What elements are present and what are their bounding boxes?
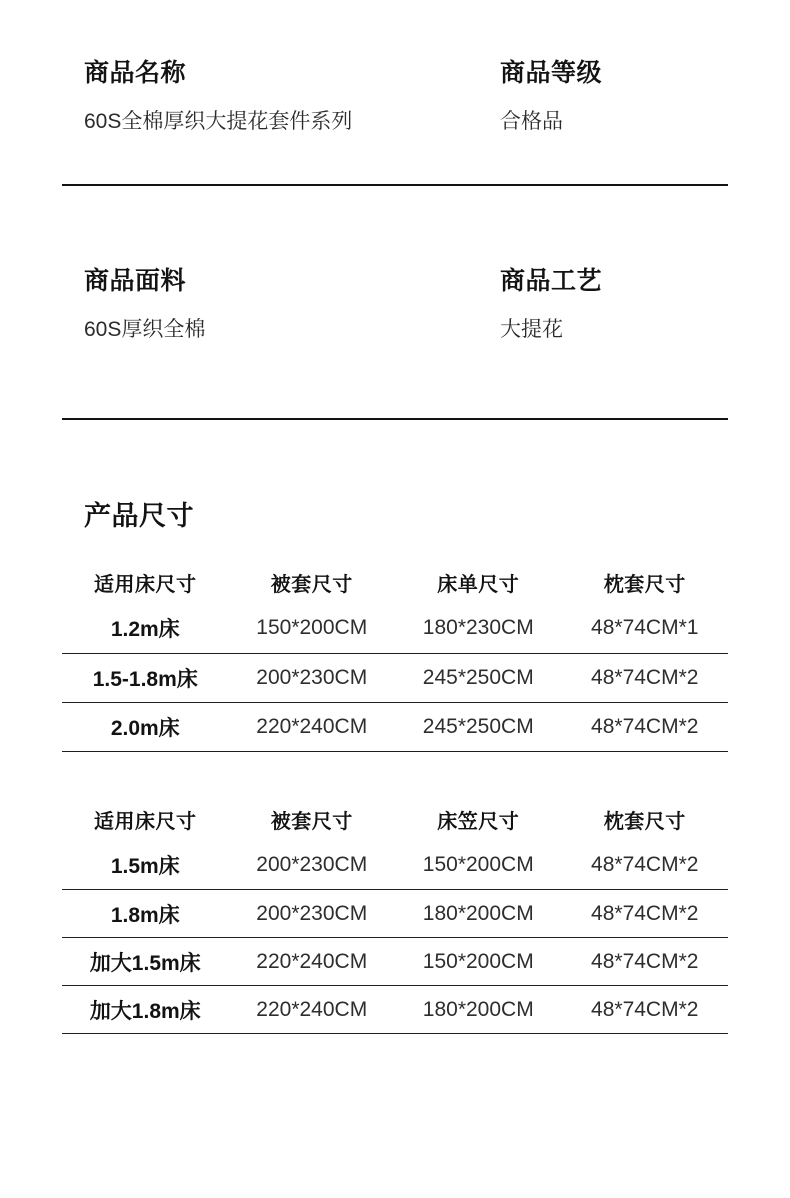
column-header: 床单尺寸 — [437, 573, 520, 596]
field-value: 60S全棉厚织大提花套件系列 — [84, 110, 353, 134]
bed-size-cell: 1.5-1.8m床 — [92, 667, 198, 691]
info-section-fabric-craft — [62, 186, 728, 421]
table-row — [62, 986, 728, 1034]
column-header: 被套尺寸 — [270, 811, 353, 834]
dimension-cell: 245*250CM — [422, 714, 534, 738]
dimension-cell: 180*230CM — [422, 616, 534, 640]
column-header: 枕套尺寸 — [603, 811, 686, 834]
field-label: 商品等级 — [500, 59, 603, 87]
table-row — [62, 702, 728, 751]
dimension-cell: 220*240CM — [256, 997, 368, 1021]
column-header: 适用床尺寸 — [94, 811, 197, 834]
dimension-cell: 200*230CM — [256, 665, 368, 689]
table-row — [62, 653, 728, 702]
dimension-cell: 220*240CM — [256, 949, 368, 973]
table-row — [62, 842, 728, 890]
table-row — [62, 890, 728, 938]
column-header: 枕套尺寸 — [603, 573, 686, 596]
field-value: 大提花 — [500, 317, 563, 341]
field-product-grade — [478, 58, 728, 136]
dimension-cell: 48*74CM*2 — [591, 949, 699, 973]
dimension-cell: 220*240CM — [256, 714, 368, 738]
column-header: 适用床尺寸 — [94, 573, 197, 596]
field-label: 商品面料 — [84, 266, 187, 295]
field-value: 60S厚织全棉 — [84, 317, 206, 341]
dimension-cell: 180*200CM — [422, 997, 534, 1021]
bed-size-cell: 加大1.8m床 — [89, 999, 201, 1023]
dimension-cell: 48*74CM*2 — [591, 997, 699, 1021]
field-product-name — [62, 58, 478, 136]
dimension-cell: 48*74CM*2 — [591, 853, 699, 877]
dimension-cell: 150*200CM — [256, 616, 368, 640]
size-table-fitted-sheet — [62, 798, 728, 1035]
table-row — [62, 938, 728, 986]
dimension-cell: 48*74CM*1 — [591, 616, 699, 640]
column-header: 被套尺寸 — [270, 573, 353, 596]
dimension-cell: 48*74CM*2 — [591, 665, 699, 689]
dimension-cell: 180*200CM — [422, 901, 534, 925]
field-label: 商品名称 — [84, 59, 187, 87]
table-row — [62, 604, 728, 653]
dimension-cell: 48*74CM*2 — [591, 901, 699, 925]
field-label: 商品工艺 — [500, 266, 603, 295]
bed-size-cell: 1.8m床 — [110, 903, 180, 927]
bed-size-cell: 加大1.5m床 — [89, 951, 201, 975]
table-header-row — [62, 560, 728, 604]
table-header-row — [62, 798, 728, 842]
dimension-cell: 245*250CM — [422, 665, 534, 689]
dimension-cell: 200*230CM — [256, 853, 368, 877]
field-product-craft — [478, 266, 728, 344]
dimension-cell: 48*74CM*2 — [591, 714, 699, 738]
dimension-cell: 150*200CM — [422, 853, 534, 877]
bed-size-cell: 1.2m床 — [110, 618, 180, 642]
field-product-fabric — [62, 266, 478, 344]
bed-size-cell: 2.0m床 — [110, 716, 180, 740]
field-value: 合格品 — [500, 110, 563, 134]
dimension-cell: 150*200CM — [422, 949, 534, 973]
column-header: 床笠尺寸 — [437, 811, 520, 834]
bed-size-cell: 1.5m床 — [110, 855, 180, 879]
size-table-bed-sheet — [62, 560, 728, 752]
dimension-cell: 200*230CM — [256, 901, 368, 925]
size-section-title: 产品尺寸 — [84, 501, 194, 532]
info-section-name-grade — [62, 0, 728, 186]
